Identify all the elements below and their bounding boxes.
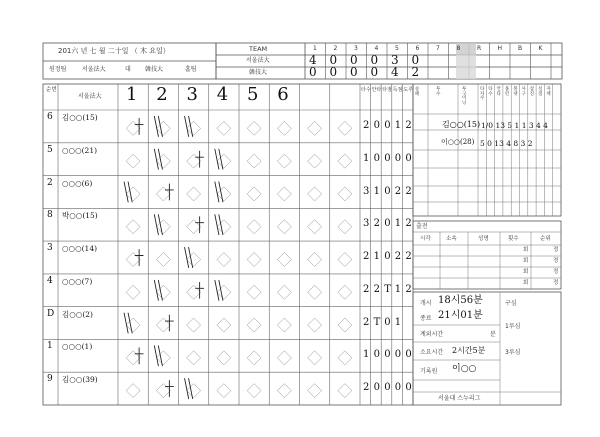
- player-order: 3: [47, 243, 53, 254]
- recorder-value: 이○○: [452, 364, 477, 374]
- substitutes-inning-unit: 회: [523, 269, 529, 275]
- player-name: ○○○(1): [62, 342, 93, 352]
- pitcher-2-line: 5 0 13 4 8 3 2: [480, 139, 533, 148]
- player-stat: 1: [363, 152, 370, 164]
- stat-header: 타점: [382, 87, 392, 93]
- scoreboard-score-cell: 2: [411, 65, 420, 79]
- player-stat: 0: [384, 185, 391, 197]
- stat-header: 도루: [403, 87, 414, 93]
- team-header: 서울法大: [78, 93, 102, 100]
- player-stat: 0: [394, 382, 402, 394]
- away-team: 서울法大: [82, 66, 106, 73]
- inning-number: 2: [156, 84, 168, 105]
- player-stat: 0: [384, 218, 391, 230]
- player-stat: 3: [363, 218, 370, 230]
- scoreboard-score-cell: 0: [350, 53, 358, 67]
- end-value: 21시01분: [438, 310, 483, 321]
- scoreboard-col-header: K: [538, 45, 543, 52]
- start-value: 18시56분: [438, 295, 483, 306]
- stat-header: 타수: [361, 87, 371, 93]
- player-stat: 2: [363, 120, 370, 131]
- pitcher-1-line: 1/0 13 5 1 1 3 4 4: [481, 121, 548, 130]
- substitutes-box: [413, 221, 561, 289]
- player-name: ○○○(6): [62, 178, 93, 188]
- scoreboard-col-header: 5: [395, 45, 399, 52]
- player-stat: 0: [384, 316, 391, 328]
- inning-number: 1: [126, 84, 138, 105]
- inning-number: 6: [277, 84, 289, 105]
- player-order: 1: [47, 341, 53, 352]
- player-stat: 0: [384, 349, 391, 361]
- substitutes-inning-unit: 회: [523, 280, 529, 286]
- player-stat: 2: [363, 251, 370, 263]
- substitutes-slot-unit: 정: [553, 247, 559, 253]
- substitutes-slot-unit: 정: [553, 280, 559, 286]
- scoreboard-away-team: 서울法大: [246, 57, 270, 64]
- main-sheet-box: [43, 84, 413, 405]
- scoreboard-col-header: R: [477, 45, 482, 52]
- player-order: 5: [47, 144, 53, 155]
- player-stat: 2: [373, 283, 380, 295]
- player-stat: 2: [405, 120, 412, 131]
- player-stat: 2: [405, 251, 412, 263]
- player-stat: T: [373, 316, 381, 328]
- scoreboard-score-cell: 0: [309, 65, 317, 79]
- scoreboard-score-cell: 0: [370, 65, 379, 79]
- substitutes-header: 소속: [446, 236, 457, 242]
- player-stat: 1: [363, 349, 370, 361]
- player-order: D: [47, 308, 55, 319]
- pitching-header: 안타: [496, 87, 501, 97]
- scoreboard-score-cell: 4: [309, 53, 317, 67]
- scoreboard-col-header: 4: [374, 45, 379, 52]
- player-name: 김○○(15): [62, 113, 98, 122]
- scoreboard-col-header: 2: [333, 45, 338, 52]
- scoreboard-score-cell: 0: [350, 65, 358, 79]
- inning-number: 3: [186, 84, 198, 105]
- player-stat: 2: [394, 185, 402, 197]
- player-order: 8: [47, 210, 53, 221]
- pitching-header: 홈런: [504, 87, 510, 97]
- game-date: 201六 년 七 월 二十일 （ 木 요일）: [58, 47, 170, 55]
- scoreboard-col-header: H: [497, 45, 503, 52]
- substitutes-header: 횟수: [508, 236, 519, 242]
- player-stat: 1: [373, 185, 380, 197]
- pitching-header: 타수: [488, 87, 493, 97]
- player-stat: 0: [384, 120, 391, 131]
- player-stat: 0: [384, 152, 391, 164]
- player-stat: 2: [373, 218, 380, 230]
- player-stat: 1: [394, 316, 402, 328]
- player-stat: 0: [384, 382, 391, 394]
- home-label: 홈팀: [185, 66, 197, 73]
- player-name: ○○○(21): [62, 145, 98, 155]
- scoreboard-col-header: 1: [313, 45, 317, 52]
- inning-number: 5: [247, 84, 259, 105]
- scoreboard-home-team: 韓技大: [249, 69, 268, 76]
- pitching-header: 볼넷: [513, 87, 518, 97]
- pitching-header: 투수: [436, 87, 441, 97]
- scoreboard-col-header: 3: [354, 45, 358, 52]
- scoreboard-score-cell: 4: [391, 65, 399, 79]
- scoreboard-score-cell: 0: [329, 65, 338, 79]
- player-stat: 2: [405, 283, 412, 295]
- player-stat: 0: [373, 382, 380, 394]
- substitutes-title: 출전: [416, 223, 428, 230]
- player-stat: 0: [394, 152, 402, 164]
- pitching-header: 승패: [415, 87, 420, 97]
- pitcher-1: 김○○(15): [442, 120, 481, 129]
- home-team: 韓技大: [145, 66, 164, 73]
- scoreboard-col-header: B: [518, 45, 523, 52]
- player-stat: 2: [394, 251, 402, 263]
- scoreboard-score-cell: 3: [391, 53, 399, 67]
- player-stat: 0: [373, 152, 380, 164]
- player-name: ○○○(7): [62, 276, 93, 286]
- duration-value: 2시간5분: [452, 346, 486, 355]
- player-stat: 3: [363, 185, 370, 197]
- scoreboard-score-cell: 0: [370, 53, 379, 67]
- player-stat: 2: [363, 283, 370, 295]
- pitching-header: 자책: [546, 87, 551, 97]
- player-order: 9: [47, 374, 53, 385]
- player-name: 김○○(2): [62, 309, 93, 319]
- delay-label: 계외시간: [420, 331, 444, 338]
- substitutes-header: 시각: [420, 236, 431, 242]
- player-name: 박○○(15): [62, 211, 98, 221]
- substitutes-slot-unit: 정: [553, 269, 559, 275]
- duration-label: 소요시간: [420, 349, 444, 356]
- player-stat: 1: [394, 218, 402, 230]
- player-name: 김○○(39): [62, 375, 98, 385]
- scoreboard-col-header: 7: [436, 45, 440, 52]
- delay-unit: 분: [490, 331, 496, 338]
- player-stat: 0: [405, 349, 412, 361]
- scoreboard-score-cell: 0: [329, 53, 338, 67]
- stat-header: 안타: [371, 87, 382, 93]
- pitcher-2: 이○○(28): [441, 138, 475, 146]
- end-label: 종료: [420, 315, 432, 322]
- substitutes-slot-unit: 정: [553, 258, 559, 264]
- scoreboard-col-header: 6: [415, 45, 420, 52]
- player-stat: 1: [394, 120, 402, 131]
- pitching-header: 삼진: [529, 87, 535, 97]
- player-stat: 0: [384, 251, 391, 263]
- scoreboard-col-header: 8: [456, 45, 461, 52]
- inning-number: 4: [216, 84, 229, 105]
- umpire-label: 구심: [505, 300, 517, 307]
- player-order: 4: [47, 275, 53, 286]
- player-stat: 0: [373, 349, 380, 361]
- player-stat: 1: [394, 283, 402, 295]
- scoreboard-team-label: TEAM: [249, 45, 268, 53]
- player-stat: 0: [373, 120, 380, 131]
- first-base-umpire-label: 1루심: [505, 323, 521, 330]
- vs-label: 대: [125, 66, 131, 73]
- player-stat: T: [384, 283, 391, 295]
- substitutes-inning-unit: 회: [523, 258, 529, 264]
- player-stat: 1: [373, 251, 380, 263]
- player-stat: 0: [405, 152, 412, 164]
- substitutes-inning-unit: 회: [523, 247, 529, 253]
- player-stat: 2: [405, 185, 412, 197]
- footer-league: 서울대 스누리그: [438, 395, 481, 402]
- player-stat: 0: [405, 382, 412, 394]
- third-base-umpire-label: 3루심: [505, 349, 521, 356]
- player-stat: 2: [405, 218, 412, 230]
- player-stat: 2: [363, 382, 370, 394]
- player-stat: 2: [363, 316, 370, 328]
- substitutes-header: 순위: [540, 236, 551, 242]
- player-stat: 0: [394, 349, 402, 361]
- scoreboard-score-cell: 0: [411, 53, 420, 67]
- player-order: 2: [47, 177, 53, 188]
- pitching-header: 실점: [538, 87, 543, 97]
- pitching-header: 타자수: [480, 87, 485, 101]
- away-label: 원정팀: [49, 66, 67, 73]
- substitutes-header: 성명: [478, 236, 489, 242]
- pitching-header: 사구: [521, 87, 526, 97]
- order-header: 순번: [46, 87, 57, 93]
- recorder-label: 기록원: [420, 368, 438, 375]
- stat-header: 득점: [392, 87, 403, 93]
- player-order: 6: [47, 112, 53, 122]
- pitching-header: 투구이닝: [462, 87, 467, 106]
- player-name: ○○○(14): [62, 244, 98, 254]
- start-label: 개시: [420, 300, 432, 307]
